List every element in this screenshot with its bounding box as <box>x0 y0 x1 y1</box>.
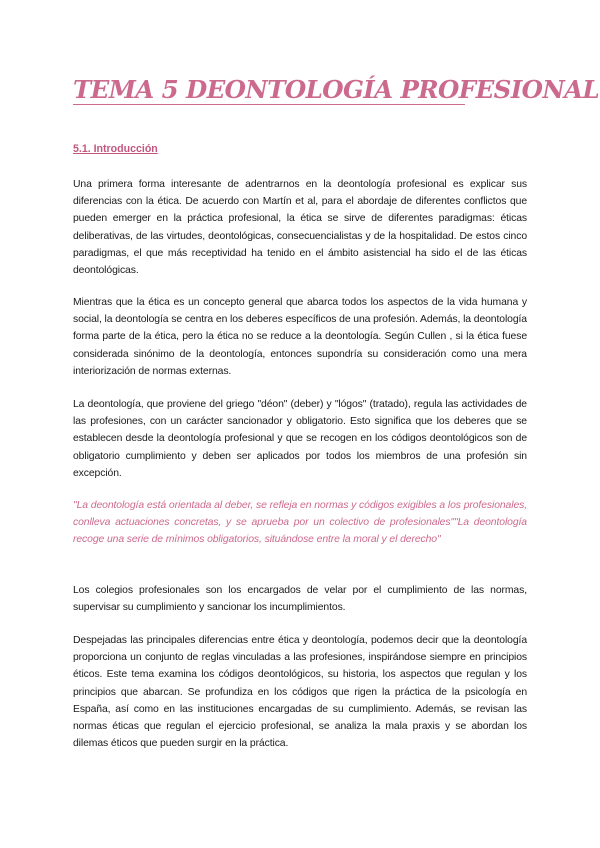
paragraph-3: La deontología, que proviene del griego "déon" (deber) y "lógos" (tratado), regula las actividades de las profesiones, con un carácter sancionador y obligatorio. Esto significa que los deberes que se establecen desde la deontología profesional y que se recogen en los códigos deontológicos son de obligatorio cumplimiento y deben ser aplicados por todos los miembros de una profesión sin excepción. <box>73 399 527 479</box>
page-title: TEMA 5 DEONTOLOGÍA PROFESIONAL <box>73 75 600 104</box>
paragraph-4: Los colegios profesionales son los encargados de velar por el cumplimiento de las normas, supervisar su cumplimiento y sancionar los incumplimientos. <box>73 585 527 614</box>
paragraph-5: Despejadas las principales diferencias entre ética y deontología, podemos decir que la deontología proporciona un conjunto de reglas vinculadas a las profesiones, inspirándose siempre en principios éticos. Este tema examina los códigos deontológicos, su historia, los aspectos que regulan y los principios que abarcan. Se profundiza en los códigos que rigen la práctica de la psicología en España, así como en las instituciones encargadas de su cumplimiento. Además, se revisan las normas éticas que regulan el ejercicio profesional, se analiza la mala praxis y se abordan los dilemas éticos que pueden surgir en la práctica. <box>73 635 527 750</box>
paragraph-1: Una primera forma interesante de adentrarnos en la deontología profesional es explicar sus diferencias con la ética. De acuerdo con Martín et al, para el abordaje de diferentes conflictos que pueden emerger en la práctica profesional, la ética se sirve de diferentes paradigmas: éticas deliberativas, de las virtudes, deontológicas, consecuencialistas y de la hospitalidad. De estos cinco paradigmas, el que más receptividad ha tenido en el ámbito asistencial ha sido el de las éticas deontológicas. <box>73 179 527 277</box>
paragraph-2: Mientras que la ética es un concepto general que abarca todos los aspectos de la vida humana y social, la deontología se centra en los deberes específicos de una profesión. Además, la deontología forma parte de la ética, pero la ética no se reduce a la deontología. Según Cullen , si la ética fuese considerada sinónimo de la deontología, entonces supondría su consideración como una mera interiorización de normas externas. <box>73 297 527 377</box>
quote-block: "La deontología está orientada al deber, se refleja en normas y códigos exigibles a los profesionales, conlleva actuaciones concretas, y se aprueba por un colectivo de profesionales""La deontología recoge una serie de mínimos obligatorios, situándose entre la moral y el derecho" <box>73 500 527 546</box>
section-heading: 5.1. Introducción <box>73 143 158 155</box>
title-underline <box>73 104 465 105</box>
